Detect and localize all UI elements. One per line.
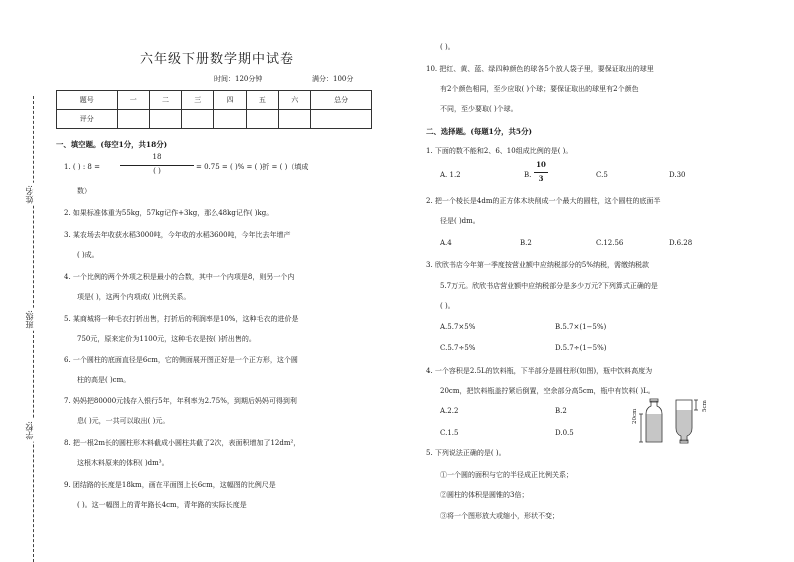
c5-statement-3: ③将一个图形放大或缩小，形状不变； — [440, 512, 559, 520]
c1-option-b-denominator: 3 — [538, 174, 544, 183]
q6-line1: 6. 一个圆柱的底面直径是6cm，它的侧面展开图正好是一个正方形，这个圆 — [64, 356, 298, 364]
c3-option-b: B.5.7×(1−5%) — [555, 323, 607, 331]
q2-line1: 2. 如果标准体重为55kg，57kg记作+3kg，那么48kg记作( )kg。 — [64, 209, 274, 217]
q1-denominator: ( ) — [153, 167, 161, 175]
c5-statement-1: ①一个圆的面积与它的半径成正比例关系； — [440, 471, 573, 479]
q7-line2: 息( )元，一共可以取出( )元。 — [77, 417, 170, 425]
c1-option-c: C.5 — [596, 171, 608, 179]
score-cell: 一 — [117, 91, 149, 110]
score-table-score-row — [57, 110, 372, 129]
score-input-cell[interactable] — [279, 110, 311, 129]
q1-pre: 1. ( ) : 8 = — [64, 163, 100, 171]
c5-stem: 5. 下列说法正确的是( )。 — [426, 449, 506, 457]
score-input-cell[interactable] — [246, 110, 278, 129]
q7-line1: 7. 妈妈把80000元钱存入银行5年，年利率为2.75%，到期后妈妈可得到利 — [64, 397, 297, 405]
q10-line1: 10. 把红、黄、蓝、绿四种颜色的球各5个放人袋子里，要保证取出的球里 — [426, 65, 654, 73]
c3-option-d: D.5.7÷(1−5%) — [555, 344, 607, 352]
c1-option-a: A. 1.2 — [440, 171, 461, 179]
score-cell: 题号 — [57, 91, 118, 110]
q3-line2: ( )成。 — [77, 251, 99, 259]
score-cell: 三 — [182, 91, 214, 110]
q5-line2: 750元，原来定价为1100元，这种毛衣是按( )折出售的。 — [77, 335, 256, 343]
c3-option-a: A.5.7×5% — [440, 323, 476, 331]
score-input-cell[interactable] — [311, 110, 372, 129]
q9-continuation: ( )。 — [440, 43, 455, 51]
c4-option-c: C.1.5 — [440, 429, 459, 437]
c1-option-b-label: B. — [524, 171, 532, 179]
score-cell: 六 — [279, 91, 311, 110]
c2-option-c: C.12.56 — [596, 239, 624, 247]
c2-line2: 径是( )dm。 — [440, 217, 480, 225]
school-label: 学校: — [25, 421, 34, 440]
q1-numerator: 18 — [152, 153, 162, 161]
q5-line1: 5. 某商城将一种毛衣打折出售，打折后的利润率是10%，这种毛衣的进价是 — [64, 315, 299, 323]
c4-line2: 20cm，把饮料瓶盖拧紧后倒置，空余部分高5cm，瓶中有饮料( )L。 — [440, 387, 655, 395]
q1-line2: 数） — [77, 187, 91, 195]
q8-line1: 8. 把一根2m长的圆柱形木料截成小圆柱共截了2次，表面积增加了12dm²， — [64, 439, 301, 447]
c1-stem: 1. 下面的数不能和2、6、10组成比例的是( )。 — [426, 147, 573, 155]
q8-line2: 这根木料原来的体积( )dm³。 — [77, 459, 169, 467]
c1-option-d: D.30 — [669, 171, 686, 179]
c4-option-b: B.2 — [555, 407, 567, 415]
score-input-cell[interactable] — [182, 110, 214, 129]
q10-line3: 不同，至少要取( )个球。 — [440, 105, 518, 113]
q3-line1: 3. 某农场去年收获水稻3000吨，今年收的水稻3600吨，今年比去年增产 — [64, 231, 291, 239]
exam-time: 时间：120分钟 — [214, 75, 263, 83]
c4-option-d: D.0.5 — [555, 429, 574, 437]
score-cell: 四 — [214, 91, 246, 110]
score-table-header-row — [57, 91, 372, 110]
c3-line1: 3. 欣欣书店今年第一季度按营业额中应纳税部分的5%纳税，需缴纳税款 — [426, 261, 650, 269]
q4-line1: 4. 一个比例的两个外项之积是最小的合数，其中一个内项是8，则另一个内 — [64, 273, 295, 281]
page-title: 六年级下册数学期中试卷 — [139, 52, 294, 67]
c2-option-b: B.2 — [520, 239, 532, 247]
c4-option-a: A.2.2 — [440, 407, 459, 415]
q9-line2: ( )。这一幅图上的青年路长4cm，青年路的实际长度是 — [77, 501, 247, 509]
class-label: 班级: — [25, 310, 34, 329]
c5-statement-2: ②圆柱的体积是圆锥的3倍； — [440, 491, 529, 499]
score-input-cell[interactable] — [149, 110, 181, 129]
bottle-height-label: 20cm — [632, 408, 638, 424]
score-input-cell[interactable] — [214, 110, 246, 129]
q1-fraction-bar — [120, 165, 194, 166]
score-cell: 总分 — [311, 91, 372, 110]
c4-line1: 4. 一个容积是2.5L的饮料瓶，下半部分是圆柱形(如图)，瓶中饮料高度为 — [426, 367, 653, 375]
q6-line2: 柱的高是( )cm。 — [77, 376, 131, 384]
section-2-heading: 二、选择题。(每题1分，共5分) — [426, 127, 532, 136]
c2-option-d: D.6.28 — [669, 239, 693, 247]
c3-line2: 5.7万元。欣欣书店营业额中应纳税部分是多少万元?下列算式正确的是 — [440, 282, 658, 290]
score-cell: 五 — [246, 91, 278, 110]
section-1-heading: 一、填空题。(每空1分，共18分) — [56, 140, 168, 149]
score-input-cell[interactable] — [117, 110, 149, 129]
c3-option-c: C.5.7÷5% — [440, 344, 476, 352]
score-cell: 二 — [149, 91, 181, 110]
c1-option-b-fraction-bar — [534, 172, 548, 173]
q9-line1: 9. 团结路的长度是18km，画在平面图上长6cm，这幅图的比例尺是 — [64, 481, 276, 489]
q4-line2: 项是( )，这两个内项成( )比例关系。 — [77, 293, 191, 301]
bottle-gap-label: 5cm — [702, 400, 708, 412]
q1-post: = 0.75 = ( )% = ( )折 = ( )（填成 — [196, 163, 309, 171]
full-score: 满分：100分 — [312, 75, 354, 83]
score-table — [56, 90, 372, 129]
q10-line2: 有2个颜色相同，至少应取( )个球；要保证取出的球里有2个颜色 — [440, 85, 639, 93]
c2-option-a: A.4 — [440, 239, 452, 247]
c3-line3: ( )。 — [440, 302, 455, 310]
score-cell: 评分 — [57, 110, 118, 129]
c2-line1: 2. 把一个棱长是4dm的正方体木块削成一个最大的圆柱，这个圆柱的底面半 — [426, 197, 661, 205]
c1-option-b-numerator: 10 — [536, 160, 546, 169]
name-label: 姓名: — [25, 185, 34, 204]
